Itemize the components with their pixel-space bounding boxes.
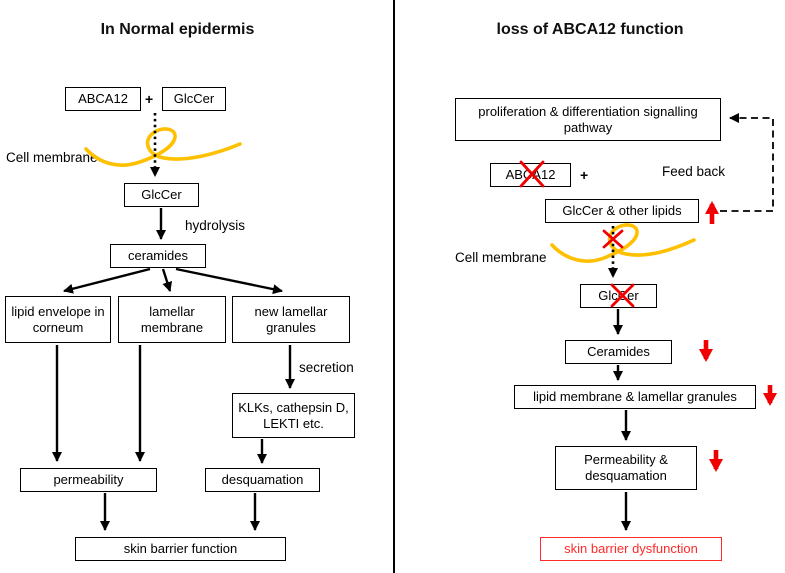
feedback-dashed-arrow (720, 118, 773, 211)
cell-membrane-label-loss: Cell membrane (455, 250, 547, 265)
permeability-box-normal: permeability (20, 468, 157, 492)
hydrolysis-label: hydrolysis (185, 218, 246, 233)
glccer-other-lipids-box: GlcCer & other lipids (545, 199, 699, 223)
abca12-box-loss: ABCA12 (490, 163, 571, 187)
new-lamellar-granules-box: new lamellar granules (232, 296, 350, 343)
arrow-ceramides-to-lamellar-membrane (163, 269, 170, 291)
glccer-box-normal: GlcCer (124, 183, 199, 207)
lipid-envelope-box: lipid envelope in corneum (5, 296, 111, 343)
red-x-transport-blocked (604, 231, 622, 247)
lamellar-membrane-box: lamellar membrane (118, 296, 226, 343)
arrow-ceramides-to-granules (176, 269, 282, 291)
cell-membrane-curve-normal (86, 129, 240, 165)
secretion-label: secretion (299, 360, 354, 375)
panel-divider-line (393, 0, 395, 573)
proliferation-signalling-box: proliferation & differentiation signalling pathway (455, 98, 721, 141)
arrow-ceramides-to-lipid-envelope (64, 269, 150, 291)
permeability-desquamation-box: Permeability & desquamation (555, 446, 697, 490)
glccer-box-loss: GlcCer (580, 284, 657, 308)
feedback-label: Feed back (662, 164, 726, 179)
cell-membrane-label-normal: Cell membrane (6, 150, 98, 165)
left-panel-title: In Normal epidermis (100, 21, 255, 38)
ceramides-box-normal: ceramides (110, 244, 206, 268)
plus-sign-loss: + (580, 167, 589, 183)
skin-barrier-dysfunction-box: skin barrier dysfunction (540, 537, 722, 561)
cell-membrane-curve-loss (552, 225, 694, 261)
desquamation-box-normal: desquamation (205, 468, 320, 492)
lipid-membrane-granules-box: lipid membrane & lamellar granules (514, 385, 756, 409)
right-panel-title: loss of ABCA12 function (496, 21, 684, 38)
klk-cathepsin-lekti-box: KLKs, cathepsin D, LEKTI etc. (232, 393, 355, 438)
plus-sign-normal: + (145, 91, 154, 107)
glccer-top-box-normal: GlcCer (162, 87, 226, 111)
abca12-box-normal: ABCA12 (65, 87, 141, 111)
ceramides-box-loss: Ceramides (565, 340, 672, 364)
skin-barrier-function-box: skin barrier function (75, 537, 286, 561)
